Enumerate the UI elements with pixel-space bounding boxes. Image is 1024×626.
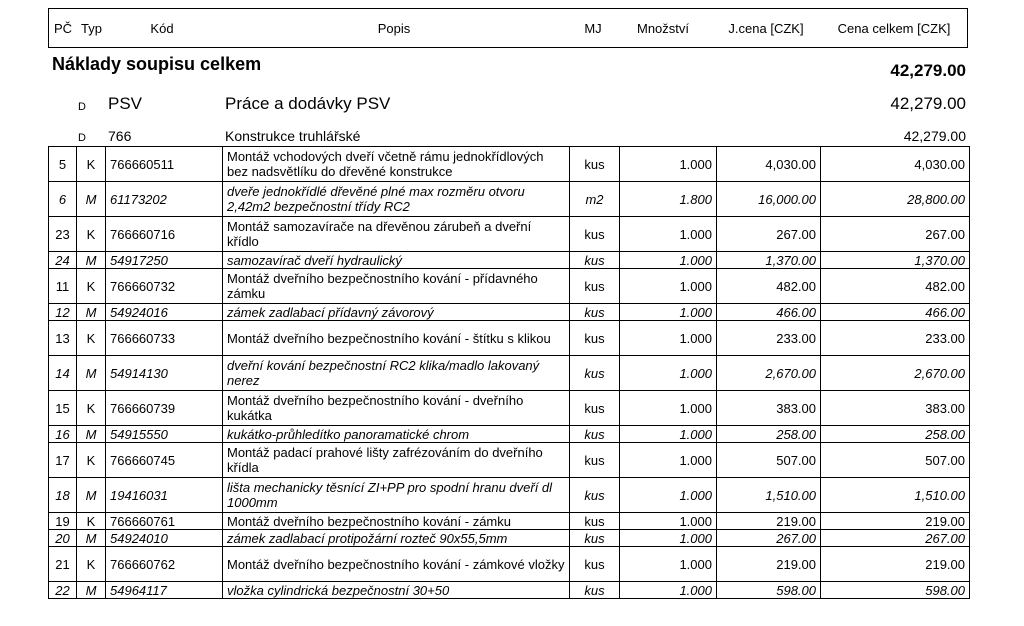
item-cena-celkem: 2,670.00 xyxy=(821,356,970,391)
item-pc: 5 xyxy=(49,147,77,182)
item-kod: 54915550 xyxy=(106,426,223,443)
item-pc: 17 xyxy=(49,443,77,478)
item-popis: Montáž padací prahové lišty zafrézováním do dveřního křídla xyxy=(223,443,570,478)
item-pc: 20 xyxy=(49,530,77,547)
section-psv-value: 42,279.00 xyxy=(890,94,966,113)
column-header xyxy=(48,8,968,48)
item-mnozstvi: 1.000 xyxy=(620,530,717,547)
item-jcena: 16,000.00 xyxy=(717,182,821,217)
table-row xyxy=(49,547,970,582)
item-typ: M xyxy=(77,478,106,513)
item-pc: 18 xyxy=(49,478,77,513)
item-kod: 766660732 xyxy=(106,269,223,304)
section-766-name: Konstrukce truhlářské xyxy=(225,128,361,144)
table-row xyxy=(49,513,970,530)
item-mnozstvi: 1.000 xyxy=(620,478,717,513)
item-popis: Montáž dveřního bezpečnostního kování - dveřního kukátka xyxy=(223,391,570,426)
items-table xyxy=(48,146,970,599)
item-popis: Montáž vchodových dveří včetně rámu jednokřídlových bez nadsvětlíku do dřevěné konstrukce xyxy=(223,147,570,182)
table-row xyxy=(49,182,970,217)
item-kod: 54924016 xyxy=(106,304,223,321)
section-766-value: 42,279.00 xyxy=(903,128,966,144)
item-mj: kus xyxy=(570,321,620,356)
item-jcena: 4,030.00 xyxy=(717,147,821,182)
item-cena-celkem: 233.00 xyxy=(821,321,970,356)
item-jcena: 1,510.00 xyxy=(717,478,821,513)
item-popis: Montáž dveřního bezpečnostního kování - přídavného zámku xyxy=(223,269,570,304)
item-typ: K xyxy=(77,513,106,530)
item-kod: 766660761 xyxy=(106,513,223,530)
table-row xyxy=(49,356,970,391)
item-typ: K xyxy=(77,147,106,182)
item-mj: kus xyxy=(570,391,620,426)
table-row xyxy=(49,443,970,478)
header-mj: MJ xyxy=(584,21,602,36)
item-cena-celkem: 219.00 xyxy=(821,513,970,530)
item-pc: 22 xyxy=(49,582,77,599)
item-jcena: 219.00 xyxy=(717,513,821,530)
item-pc: 23 xyxy=(49,217,77,252)
item-popis: kukátko-průhledítko panoramatické chrom xyxy=(223,426,570,443)
item-mnozstvi: 1.000 xyxy=(620,547,717,582)
item-cena-celkem: 258.00 xyxy=(821,426,970,443)
item-kod: 766660733 xyxy=(106,321,223,356)
item-cena-celkem: 383.00 xyxy=(821,391,970,426)
item-pc: 11 xyxy=(49,269,77,304)
table-row xyxy=(49,478,970,513)
item-jcena: 233.00 xyxy=(717,321,821,356)
item-mnozstvi: 1.000 xyxy=(620,391,717,426)
item-cena-celkem: 28,800.00 xyxy=(821,182,970,217)
item-popis: lišta mechanicky těsnící ZI+PP pro spodní hranu dveří dl 1000mm xyxy=(223,478,570,513)
item-typ: K xyxy=(77,547,106,582)
item-jcena: 482.00 xyxy=(717,269,821,304)
item-cena-celkem: 4,030.00 xyxy=(821,147,970,182)
item-pc: 14 xyxy=(49,356,77,391)
item-cena-celkem: 507.00 xyxy=(821,443,970,478)
item-pc: 13 xyxy=(49,321,77,356)
item-cena-celkem: 598.00 xyxy=(821,582,970,599)
item-typ: K xyxy=(77,217,106,252)
header-jcena: J.cena [CZK] xyxy=(728,21,804,36)
item-popis: dveře jednokřídlé dřevěné plné max rozměru otvoru 2,42m2 bezpečnostní třídy RC2 xyxy=(223,182,570,217)
table-row xyxy=(49,217,970,252)
item-cena-celkem: 1,370.00 xyxy=(821,252,970,269)
table-row xyxy=(49,147,970,182)
item-mnozstvi: 1.000 xyxy=(620,252,717,269)
item-cena-celkem: 482.00 xyxy=(821,269,970,304)
item-cena-celkem: 466.00 xyxy=(821,304,970,321)
item-cena-celkem: 1,510.00 xyxy=(821,478,970,513)
item-popis: vložka cylindrická bezpečnostní 30+50 xyxy=(223,582,570,599)
item-pc: 21 xyxy=(49,547,77,582)
item-typ: K xyxy=(77,321,106,356)
item-mj: kus xyxy=(570,426,620,443)
section-psv-name: Práce a dodávky PSV xyxy=(225,94,391,113)
table-row xyxy=(49,530,970,547)
item-jcena: 466.00 xyxy=(717,304,821,321)
table-row xyxy=(49,426,970,443)
item-kod: 766660511 xyxy=(106,147,223,182)
section-psv-code: PSV xyxy=(108,94,143,113)
header-pc: PČ xyxy=(54,21,73,36)
item-mnozstvi: 1.000 xyxy=(620,147,717,182)
item-popis: dveřní kování bezpečnostní RC2 klika/madlo lakovaný nerez xyxy=(223,356,570,391)
item-mj: kus xyxy=(570,356,620,391)
item-mnozstvi: 1.000 xyxy=(620,443,717,478)
item-mnozstvi: 1.000 xyxy=(620,356,717,391)
item-mnozstvi: 1.000 xyxy=(620,304,717,321)
item-kod: 766660716 xyxy=(106,217,223,252)
item-typ: M xyxy=(77,304,106,321)
item-mnozstvi: 1.800 xyxy=(620,182,717,217)
item-jcena: 258.00 xyxy=(717,426,821,443)
item-mnozstvi: 1.000 xyxy=(620,321,717,356)
item-kod: 54924010 xyxy=(106,530,223,547)
item-kod: 54914130 xyxy=(106,356,223,391)
item-popis: Montáž dveřního bezpečnostního kování - zámku xyxy=(223,513,570,530)
item-mj: kus xyxy=(570,547,620,582)
item-typ: K xyxy=(77,269,106,304)
item-popis: samozavírač dveří hydraulický xyxy=(223,252,570,269)
table-row xyxy=(49,304,970,321)
item-mnozstvi: 1.000 xyxy=(620,513,717,530)
item-jcena: 1,370.00 xyxy=(717,252,821,269)
item-kod: 61173202 xyxy=(106,182,223,217)
total-label: Náklady soupisu celkem xyxy=(52,54,262,74)
item-popis: zámek zadlabací přídavný závorový xyxy=(223,304,570,321)
header-kod: Kód xyxy=(150,21,174,36)
item-typ: M xyxy=(77,426,106,443)
item-mj: kus xyxy=(570,304,620,321)
table-row xyxy=(49,391,970,426)
item-typ: M xyxy=(77,252,106,269)
item-kod: 766660745 xyxy=(106,443,223,478)
item-mj: kus xyxy=(570,582,620,599)
table-row xyxy=(49,252,970,269)
item-pc: 15 xyxy=(49,391,77,426)
item-jcena: 383.00 xyxy=(717,391,821,426)
item-kod: 766660762 xyxy=(106,547,223,582)
item-mnozstvi: 1.000 xyxy=(620,582,717,599)
item-cena-celkem: 267.00 xyxy=(821,530,970,547)
item-mj: kus xyxy=(570,530,620,547)
item-mnozstvi: 1.000 xyxy=(620,217,717,252)
item-typ: M xyxy=(77,582,106,599)
item-mj: kus xyxy=(570,513,620,530)
item-jcena: 267.00 xyxy=(717,530,821,547)
item-kod: 54964117 xyxy=(106,582,223,599)
item-popis: zámek zadlabací protipožární rozteč 90x55,5mm xyxy=(223,530,570,547)
item-pc: 16 xyxy=(49,426,77,443)
table-row xyxy=(49,269,970,304)
header-popis: Popis xyxy=(377,21,411,36)
table-row xyxy=(49,321,970,356)
item-mj: kus xyxy=(570,217,620,252)
item-mj: kus xyxy=(570,478,620,513)
header-mnozstvi: Množství xyxy=(636,21,690,36)
item-cena-celkem: 219.00 xyxy=(821,547,970,582)
item-mnozstvi: 1.000 xyxy=(620,269,717,304)
item-jcena: 2,670.00 xyxy=(717,356,821,391)
item-mj: kus xyxy=(570,252,620,269)
item-typ: K xyxy=(77,391,106,426)
item-kod: 54917250 xyxy=(106,252,223,269)
item-mj: kus xyxy=(570,147,620,182)
item-mnozstvi: 1.000 xyxy=(620,426,717,443)
header-cena-celkem: Cena celkem [CZK] xyxy=(837,21,951,36)
item-jcena: 219.00 xyxy=(717,547,821,582)
item-typ: M xyxy=(77,182,106,217)
header-typ: Typ xyxy=(81,21,102,36)
item-typ: K xyxy=(77,443,106,478)
item-pc: 19 xyxy=(49,513,77,530)
item-jcena: 507.00 xyxy=(717,443,821,478)
total-value: 42,279.00 xyxy=(890,61,966,80)
section-766-letter: D xyxy=(78,132,86,144)
item-popis: Montáž samozavírače na dřevěnou zárubeň a dveřní křídlo xyxy=(223,217,570,252)
table-row xyxy=(49,582,970,599)
item-popis: Montáž dveřního bezpečnostního kování - zámkové vložky xyxy=(223,547,570,582)
item-jcena: 598.00 xyxy=(717,582,821,599)
item-pc: 6 xyxy=(49,182,77,217)
item-cena-celkem: 267.00 xyxy=(821,217,970,252)
item-typ: M xyxy=(77,356,106,391)
item-mj: kus xyxy=(570,269,620,304)
item-kod: 19416031 xyxy=(106,478,223,513)
item-mj: kus xyxy=(570,443,620,478)
item-pc: 12 xyxy=(49,304,77,321)
item-mj: m2 xyxy=(570,182,620,217)
item-kod: 766660739 xyxy=(106,391,223,426)
item-popis: Montáž dveřního bezpečnostního kování - štítku s klikou xyxy=(223,321,570,356)
item-jcena: 267.00 xyxy=(717,217,821,252)
section-psv-letter: D xyxy=(78,101,86,113)
item-typ: M xyxy=(77,530,106,547)
item-pc: 24 xyxy=(49,252,77,269)
section-766-code: 766 xyxy=(108,128,132,144)
